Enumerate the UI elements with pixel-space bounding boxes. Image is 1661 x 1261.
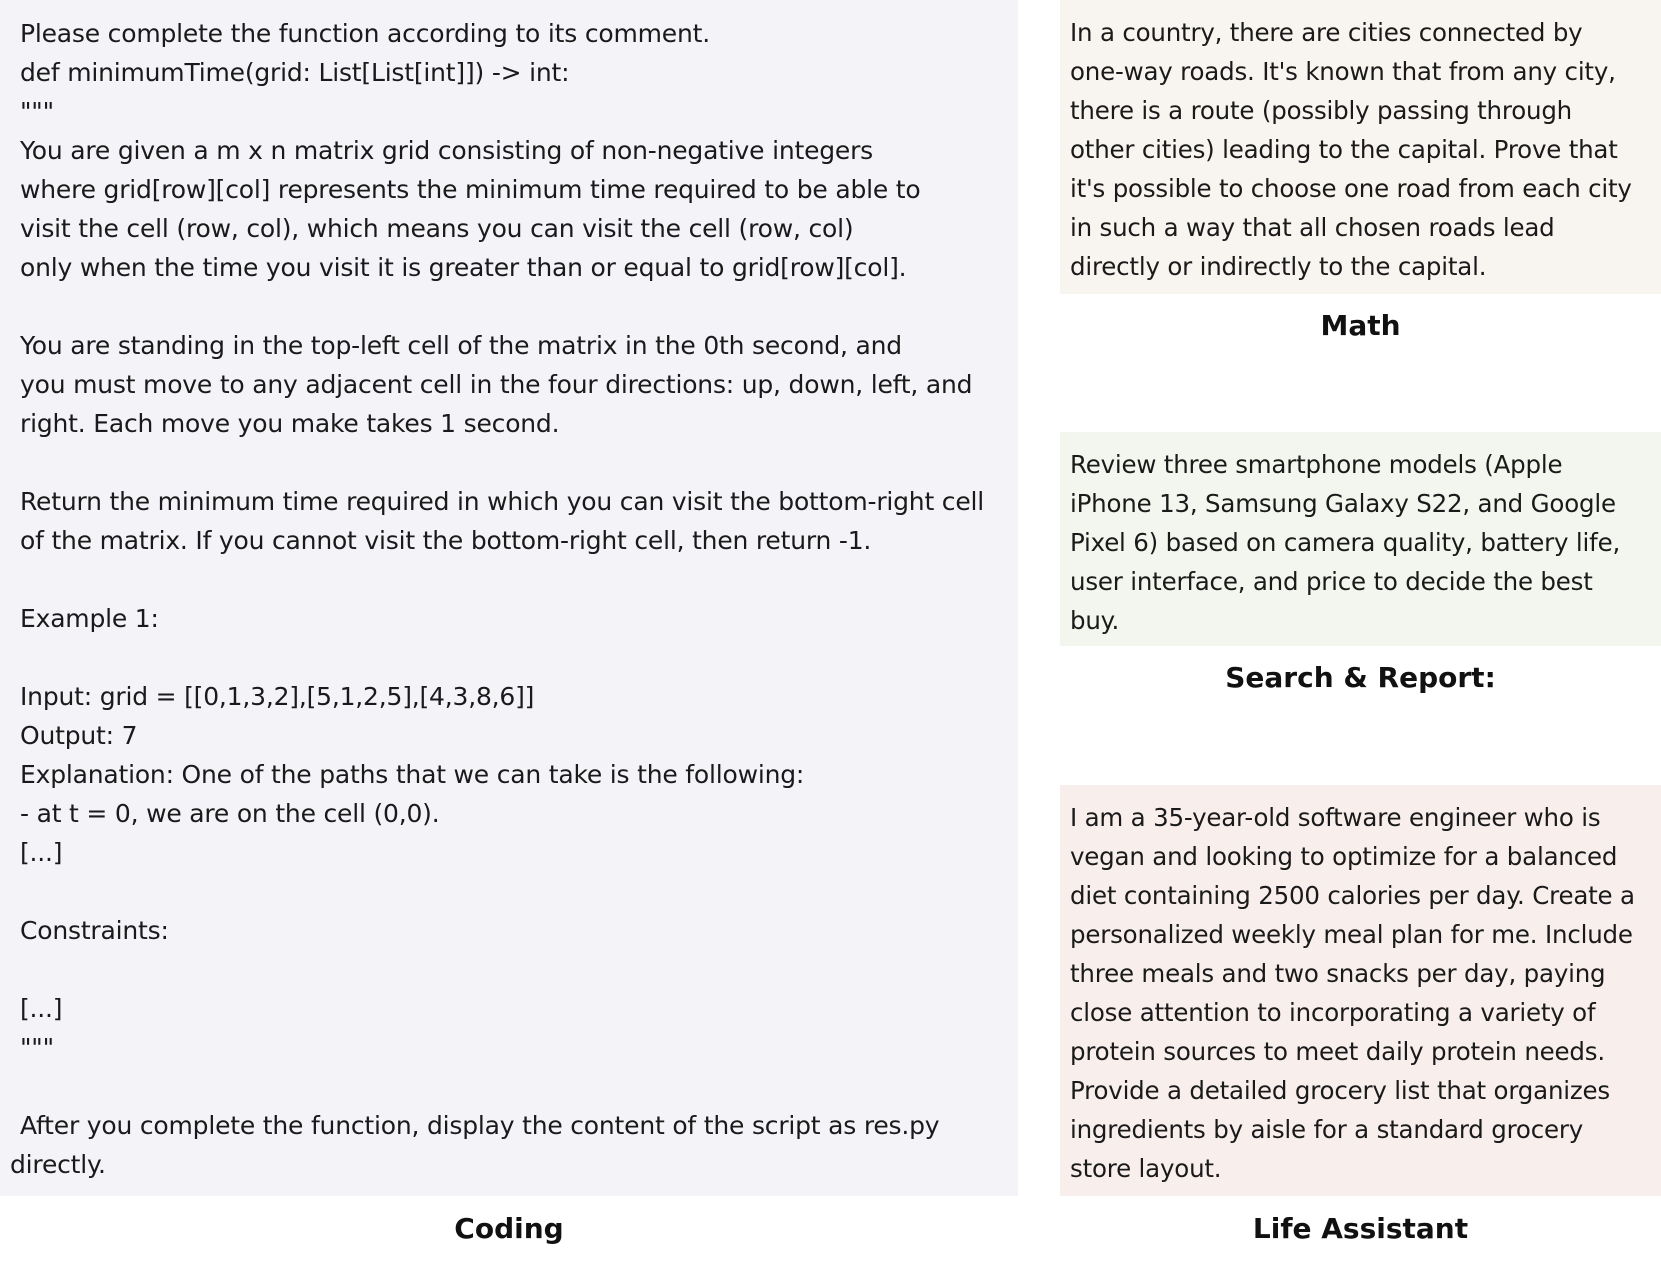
coding-line: Output: 7 — [20, 721, 138, 750]
coding-line: visit the cell (row, col), which means you can visit the cell (row, col) — [20, 214, 854, 243]
coding-line: Please complete the function according to its comment. — [20, 19, 710, 48]
coding-line: where grid[row][col] represents the minimum time required to be able to — [20, 175, 921, 204]
coding-line: You are given a m x n matrix grid consisting of non-negative integers — [20, 136, 873, 165]
coding-line: Constraints: — [20, 916, 169, 945]
coding-line: of the matrix. If you cannot visit the bottom-right cell, then return -1. — [20, 526, 872, 555]
coding-line — [20, 638, 1018, 677]
search-report-line: user interface, and price to decide the best — [1070, 567, 1593, 596]
search-report-panel — [1060, 432, 1661, 712]
coding-line — [20, 443, 1018, 482]
coding-line — [20, 872, 1018, 911]
search-report-line: Pixel 6) based on camera quality, battery life, — [1070, 528, 1621, 557]
life-assistant-panel — [1060, 785, 1661, 1261]
life-assistant-line: protein sources to meet daily protein needs. — [1070, 1037, 1605, 1066]
math-line: In a country, there are cities connected by — [1070, 18, 1583, 47]
math-line: directly or indirectly to the capital. — [1070, 252, 1487, 281]
math-line: other cities) leading to the capital. Prove that — [1070, 135, 1618, 164]
search-report-line: iPhone 13, Samsung Galaxy S22, and Google — [1070, 489, 1616, 518]
search-report-line: Review three smartphone models (Apple — [1070, 450, 1563, 479]
life-assistant-line: vegan and looking to optimize for a balanced — [1070, 842, 1618, 871]
coding-line: [...] — [20, 994, 63, 1023]
life-assistant-line: personalized weekly meal plan for me. Include — [1070, 920, 1633, 949]
coding-line: Explanation: One of the paths that we can take is the following: — [20, 760, 805, 789]
math-line: it's possible to choose one road from each city — [1070, 174, 1632, 203]
coding-line: only when the time you visit it is greater than or equal to grid[row][col]. — [20, 253, 907, 282]
life-assistant-line: close attention to incorporating a variety of — [1070, 998, 1596, 1027]
coding-caption: Coding — [454, 1212, 564, 1245]
life-assistant-line: diet containing 2500 calories per day. Create a — [1070, 881, 1635, 910]
coding-line — [20, 950, 1018, 989]
life-assistant-line: I am a 35-year-old software engineer who is — [1070, 803, 1601, 832]
math-panel — [1060, 0, 1661, 380]
coding-line: [...] — [20, 838, 63, 867]
coding-line — [20, 287, 1018, 326]
math-caption: Math — [1320, 309, 1401, 342]
coding-line: Input: grid = [[0,1,3,2],[5,1,2,5],[4,3,8,6]] — [20, 682, 535, 711]
math-line: in such a way that all chosen roads lead — [1070, 213, 1555, 242]
coding-line — [20, 1067, 1018, 1106]
math-line: one-way roads. It's known that from any city, — [1070, 57, 1616, 86]
coding-line: def minimumTime(grid: List[List[int]]) -> int: — [20, 58, 570, 87]
math-prompt-box — [1060, 0, 1661, 294]
coding-line: After you complete the function, display the content of the script as res.py — [20, 1111, 940, 1140]
life-assistant-line: ingredients by aisle for a standard grocery — [1070, 1115, 1584, 1144]
life-assistant-line: three meals and two snacks per day, paying — [1070, 959, 1606, 988]
life-assistant-caption: Life Assistant — [1252, 1212, 1469, 1245]
coding-line: - at t = 0, we are on the cell (0,0). — [20, 799, 440, 828]
coding-line: Return the minimum time required in which you can visit the bottom-right cell — [20, 487, 985, 516]
search-report-prompt-box — [1060, 432, 1661, 646]
coding-line — [20, 560, 1018, 599]
coding-line: you must move to any adjacent cell in the four directions: up, down, left, and — [20, 370, 973, 399]
coding-line: directly. — [10, 1150, 106, 1179]
coding-line: """ — [20, 97, 54, 126]
life-assistant-line: store layout. — [1070, 1154, 1222, 1183]
search-report-line: buy. — [1070, 606, 1120, 635]
coding-line: Example 1: — [20, 604, 159, 633]
coding-line: You are standing in the top-left cell of the matrix in the 0th second, and — [20, 331, 902, 360]
math-line: there is a route (possibly passing through — [1070, 96, 1572, 125]
life-assistant-line: Provide a detailed grocery list that organizes — [1070, 1076, 1610, 1105]
coding-line: """ — [20, 1033, 54, 1062]
search-report-caption: Search & Report: — [1225, 661, 1496, 694]
coding-line: right. Each move you make takes 1 second. — [20, 409, 560, 438]
life-assistant-prompt-box — [1060, 785, 1661, 1196]
